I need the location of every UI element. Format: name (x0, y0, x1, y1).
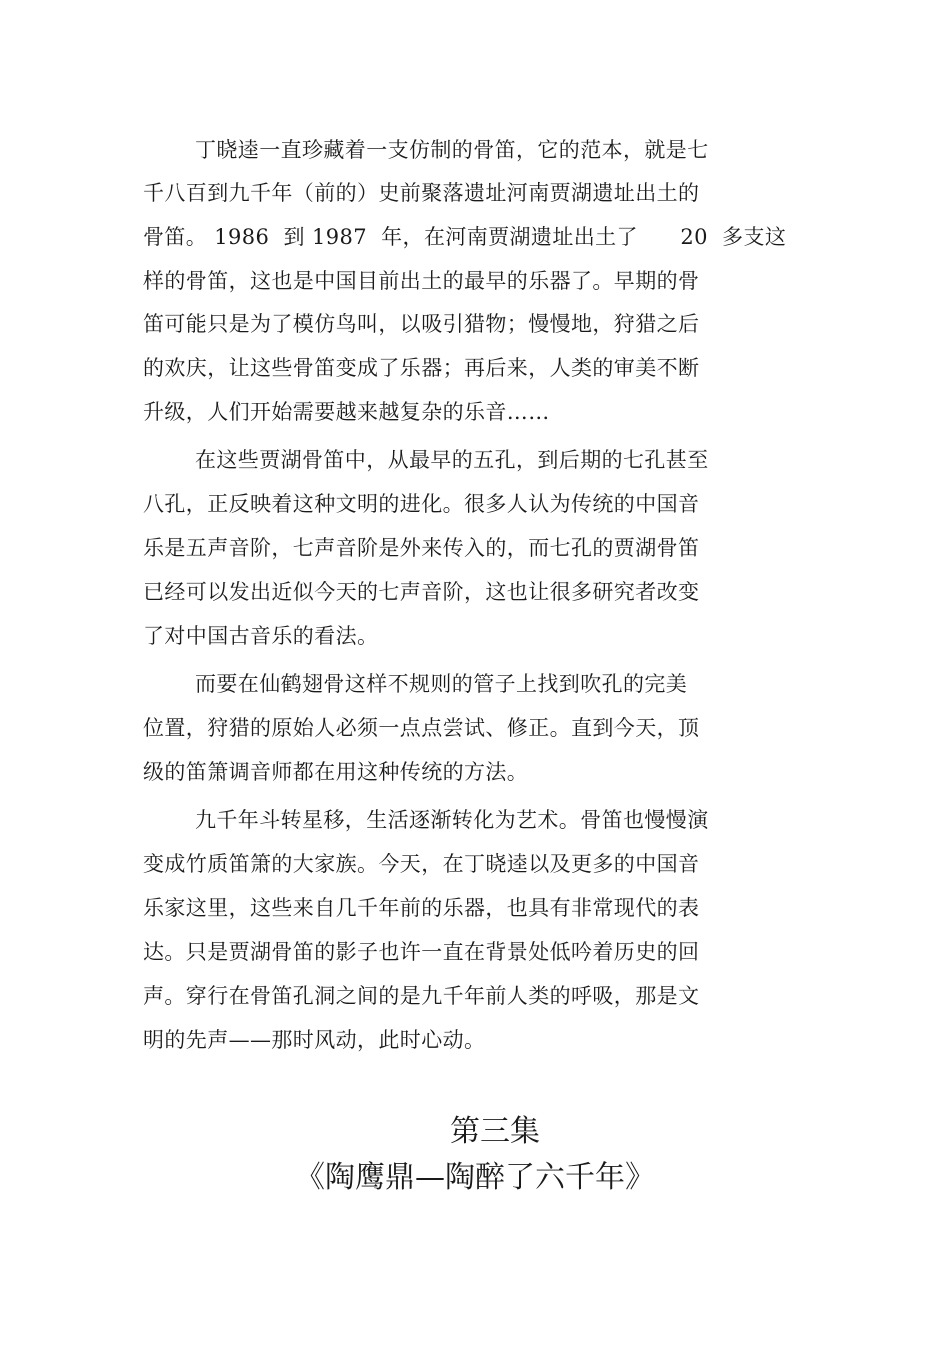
paragraph-4-line-2: 变成竹质笛箫的大家族。今天，在丁晓逵以及更多的中国音 (143, 852, 700, 876)
paragraph-4-line-4: 达。只是贾湖骨笛的影子也许一直在背景处低吟着历史的回 (143, 940, 700, 964)
paragraph-3-line-2: 位置，狩猎的原始人必须一点点尝试、修正。直到今天，顶 (143, 716, 700, 740)
paragraph-2-line-3: 乐是五声音阶，七声音阶是外来传入的，而七孔的贾湖骨笛 (143, 536, 700, 560)
paragraph-4-line-3: 乐家这里，这些来自几千年前的乐器，也具有非常现代的表 (143, 896, 700, 920)
paragraph-1-line-6: 的欢庆，让这些骨笛变成了乐器；再后来，人类的审美不断 (143, 356, 700, 380)
paragraph-4-line-5: 声。穿行在骨笛孔洞之间的是九千年前人类的呼吸，那是文 (143, 984, 700, 1008)
paragraph-1-line-1: 丁晓逵一直珍藏着一支仿制的骨笛，它的范本，就是七 (195, 138, 709, 162)
episode-title: 《陶鹰鼎—陶醉了六千年》 (295, 1160, 655, 1195)
paragraph-2-line-2: 八孔，正反映着这种文明的进化。很多人认为传统的中国音 (143, 492, 700, 516)
paragraph-2-line-4: 已经可以发出近似今天的七声音阶，这也让很多研究者改变 (143, 580, 700, 604)
paragraph-1-line-2: 千八百到九千年（前的）史前聚落遗址河南贾湖遗址出土的 (143, 181, 700, 205)
paragraph-2-line-1: 在这些贾湖骨笛中，从最早的五孔，到后期的七孔甚至 (195, 448, 709, 472)
paragraph-4-line-6: 明的先声——那时风动，此时心动。 (143, 1028, 486, 1052)
paragraph-1-line-4: 样的骨笛，这也是中国目前出土的最早的乐器了。早期的骨 (143, 269, 700, 293)
paragraph-3-line-3: 级的笛箫调音师都在用这种传统的方法。 (143, 760, 529, 784)
episode-heading: 第三集 (450, 1114, 540, 1149)
paragraph-2-line-5: 了对中国古音乐的看法。 (143, 624, 379, 648)
paragraph-4-line-1: 九千年斗转星移，生活逐渐转化为艺术。骨笛也慢慢演 (195, 808, 709, 832)
paragraph-1-line-7: 升级，人们开始需要越来越复杂的乐音…… (143, 400, 550, 424)
paragraph-1-line-5: 笛可能只是为了模仿鸟叫，以吸引猎物；慢慢地，狩猎之后 (143, 312, 700, 336)
paragraph-3-line-1: 而要在仙鹤翅骨这样不规则的管子上找到吹孔的完美 (195, 672, 688, 696)
paragraph-1-line-3: 骨笛。 1986 到 1987 年，在河南贾湖遗址出土了 20 多支这 (143, 225, 787, 249)
